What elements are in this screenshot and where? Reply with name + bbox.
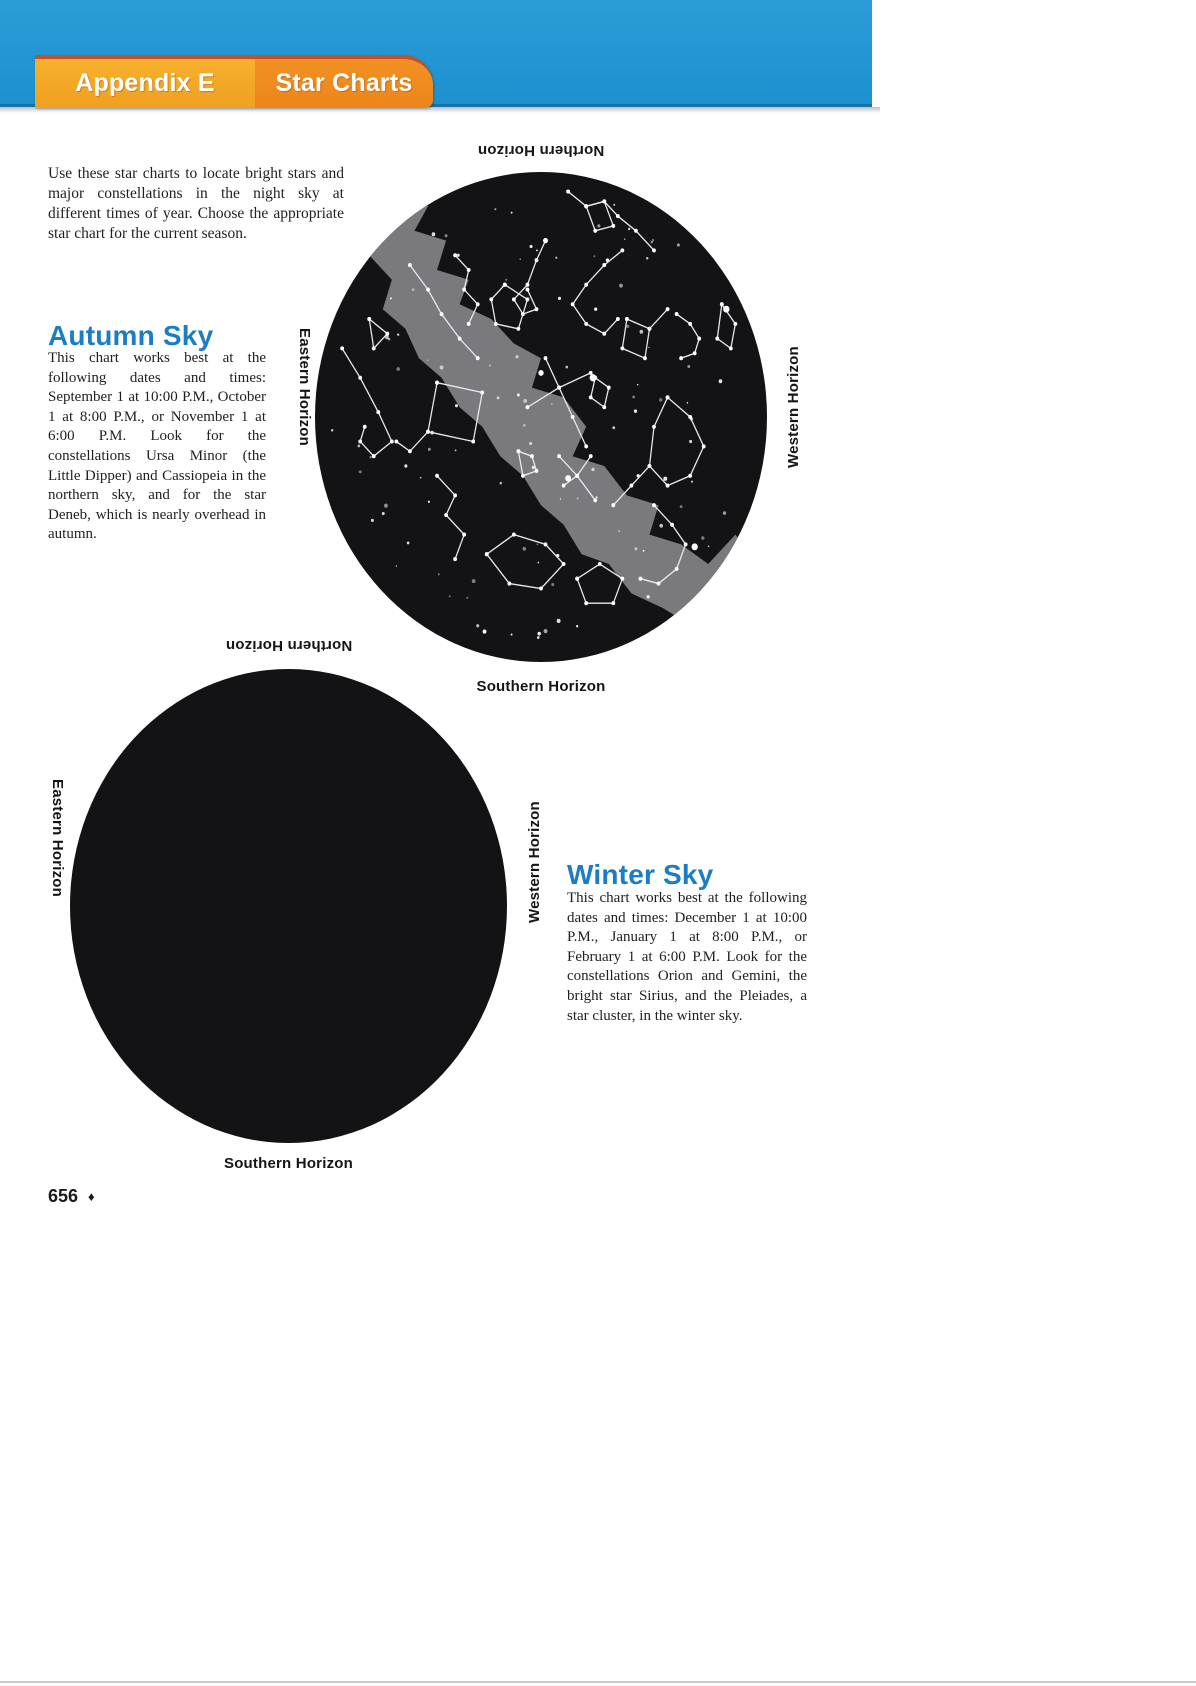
autumn-western-horizon-label: Western Horizon [785, 346, 802, 468]
constellation-figure [649, 397, 703, 485]
bright-star [543, 238, 548, 243]
constellation-figure [342, 348, 392, 456]
autumn-sky-chart-graphic [315, 172, 767, 662]
constellation-figure [677, 314, 700, 358]
autumn-eastern-horizon-label: Eastern Horizon [296, 328, 313, 447]
bottom-page-rule [0, 1681, 1196, 1683]
bright-star [692, 543, 698, 550]
intro-paragraph: Use these star charts to locate bright stars and major constellations in the night sky at different times of year. Choose the appropriate star chart for the current season. [48, 164, 344, 242]
winter-western-horizon-label: Western Horizon [526, 801, 543, 923]
autumn-sky-circle [315, 172, 767, 662]
bright-star [590, 374, 597, 381]
constellation-figure [514, 241, 546, 315]
page-number: 656 [48, 1186, 79, 1206]
chapter-tab-segment [255, 59, 433, 108]
appendix-tab-segment [35, 59, 255, 108]
constellation-figure [622, 319, 649, 358]
bright-star [723, 306, 729, 313]
bright-star [565, 475, 571, 481]
autumn-northern-horizon-label: Northern Horizon [477, 142, 605, 159]
winter-sky-circle [70, 669, 507, 1143]
constellation-figure [437, 476, 464, 559]
autumn-southern-horizon-label: Southern Horizon [476, 678, 606, 695]
winter-southern-horizon-label: Southern Horizon [223, 1155, 354, 1172]
constellation-figure [573, 250, 623, 333]
winter-sky-heading: Winter Sky [567, 859, 714, 891]
appendix-label: Appendix E [75, 69, 215, 97]
autumn-sky-heading: Autumn Sky [48, 320, 214, 352]
diamond-marker-icon: ♦ [88, 1189, 95, 1204]
winter-northern-horizon-label: Northern Horizon [225, 637, 352, 654]
winter-eastern-horizon-label: Eastern Horizon [49, 779, 66, 898]
constellation-figure [649, 309, 667, 329]
winter-sky-paragraph: This chart works best at the following dates and times: December 1 at 10:00 P.M., January 1 at 8:00 P.M., or February 1 at 6:00 P.M. Look for the constellations Orion and Gemini, the bright star Sirius, and the Pleiades, a star cluster, in the winter sky. [567, 890, 807, 1024]
constellation-figure [487, 535, 564, 589]
autumn-sky-paragraph: This chart works best at the following dates and times: September 1 at 10:00 P.M., October 1 at 8:00 P.M., or November 1 at 6:00 P.M. Look for the constellations Ursa Minor (the Little Dipper) and Cassiopeia in the northern sky, and for the star Deneb, which is nearly overhead in autumn. [48, 350, 266, 543]
bright-star [538, 370, 543, 376]
chapter-title-label: Star Charts [275, 69, 413, 97]
page-footer [48, 1186, 95, 1207]
constellation-figure [369, 319, 387, 348]
appendix-header-tab [35, 55, 433, 108]
constellation-figure [591, 378, 609, 407]
constellation-figure [396, 432, 428, 452]
